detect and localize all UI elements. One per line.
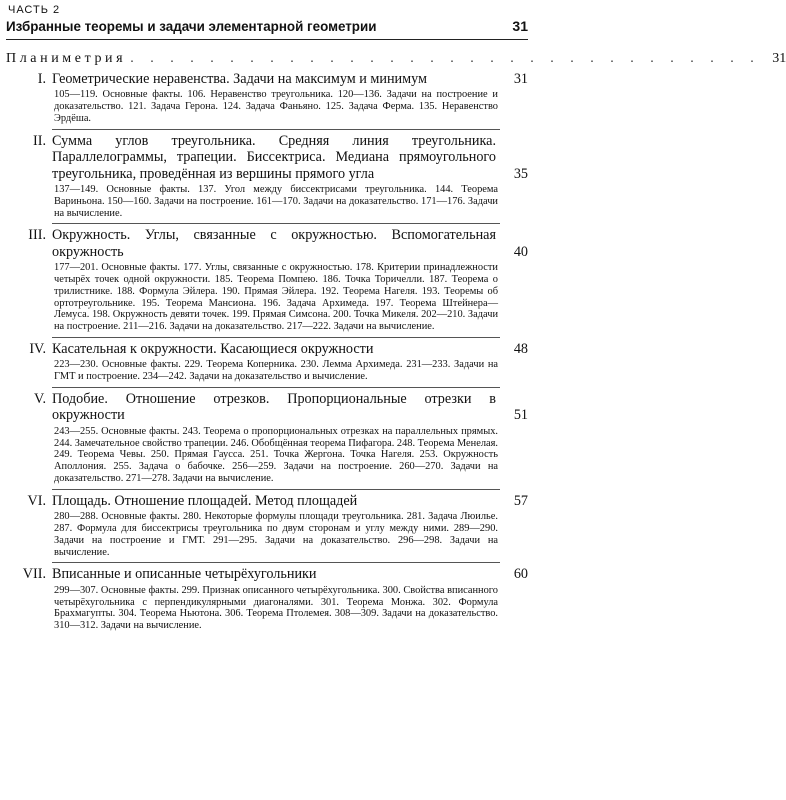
toc-chapter-entry[interactable] [6,227,528,338]
chapter-numeral: III. [28,227,46,244]
section-title: Планиметрия [6,51,127,66]
chapter-title-row [52,71,528,87]
chapter-details: 280—288. Основные факты. 280. Некоторые формулы площади треугольника. 281. Задача Люилье. 287. Формула для биссектрисы треугольника по двум сторонам и углу между ними. 289—290. Задачи на построение и ГМТ. 291—295. Задачи на доказательство. 296—298. Задачи на вычисление. [54,511,498,558]
chapter-title-row [52,341,528,357]
chapter-details: 105—119. Основные факты. 106. Неравенство треугольника. 120—136. Задачи на построение и доказательство. 121. Задача Герона. 124. Задача Фаньяно. 125. Задача Ферма. 135. Неравенство Эрдёша. [54,89,498,124]
toc-chapter-entry[interactable] [6,566,528,632]
chapter-details: 223—230. Основные факты. 229. Теорема Коперника. 230. Лемма Архимеда. 231—233. Задачи на ГМТ и построение. 234—242. Задачи на доказательство и вычисление. [54,359,498,383]
section-heading[interactable] [6,50,786,68]
chapter-title-row [52,493,528,509]
chapter-page-number: 31 [513,71,528,87]
chapter-page-number: 48 [513,341,528,357]
toc-chapter-entry[interactable] [6,391,528,490]
chapter-list [6,71,528,632]
chapter-divider [52,387,500,388]
chapter-body [52,71,528,130]
toc-chapter-entry[interactable] [6,493,528,564]
chapter-details: 243—255. Основные факты. 243. Теорема о пропорциональных отрезках на параллельных прямых. 244. Замечательное свойство трапеции. 246. Обобщённая теорема Пифагора. 248. Теорема Менелая. 249. Теорема Чевы. 250. Прямая Гаусса. 251. Точка Жергона. Точка Нагеля. 253. Окружность Аполлония. 255. Задача о бабочке. 256—259. Задачи на построение. 260—270. Задачи на доказательство. 271—278. Задачи на вычисление. [54,425,499,484]
chapter-title-row [52,391,528,424]
part-heading[interactable] [6,17,528,40]
chapter-body [52,566,528,632]
chapter-title[interactable]: Окружность. Углы, связанные с окружностью. Вспомогательная окружность [52,227,496,260]
chapter-divider [52,562,500,563]
chapter-numeral: I. [37,71,46,87]
chapter-divider [52,489,500,490]
part-page-number: 31 [512,18,528,34]
chapter-title[interactable]: Вписанные и описанные четырёхугольники [52,566,317,583]
chapter-title-row [52,227,528,260]
part-title: Избранные теоремы и задачи элементарной геометрии [6,19,377,34]
chapter-body [52,493,528,564]
chapter-page-number: 35 [513,165,528,182]
chapter-page-number: 51 [513,407,528,424]
chapter-page-number: 57 [513,492,528,509]
chapter-details: 299—307. Основные факты. 299. Признак описанного четырёхугольника. 300. Свойства вписанного четырёхугольника с перпендикулярными диагоналями. 301. Теорема Монжа. 302. Формула Брахмагупты. 304. Теорема Ньютона. 306. Теорема Птолемея. 308—309. Задачи на доказательство. 310—312. Задачи на вычисление. [54,584,498,632]
chapter-title-row [52,133,528,182]
chapter-body [52,133,528,225]
chapter-title[interactable]: Подобие. Отношение отрезков. Пропорциональные отрезки в окружности [52,391,496,424]
chapter-divider [52,337,500,338]
chapter-page-number: 40 [513,243,528,260]
chapter-numeral: II. [33,132,46,149]
chapter-divider [52,129,500,130]
leader-dots: . . . . . . . . . . . . . . . . . . . . . . . . . . . . . . . . [130,51,761,66]
chapter-divider [52,223,500,224]
chapter-body [52,341,528,388]
part-label: ЧАСТЬ 2 [8,4,61,16]
toc-chapter-entry[interactable] [6,71,528,130]
chapter-details: 177—201. Основные факты. 177. Углы, связанные с окружностью. 178. Критерии принадлежности четырёх точек одной окружности. 185. Теорема Помпею. 186. Точка Торичелли. 187. Теорема о трилистнике. 188. Формула Эйлера. 190. Прямая Эйлера. 192. Теорема Нагеля. 193. Теоремы об ортотреугольнике. 195. Теорема Мансиона. 196. Задача Архимеда. 197. Теорема Штейнера—Лемуса. 198. Окружность девяти точек. 199. Прямая Симсона. 200. Точка Микеля. 202—210. Задачи на построение. 211—216. Задачи на доказательство. 217—222. Задачи на вычисление. [54,262,498,333]
chapter-details: 137—149. Основные факты. 137. Угол между биссектрисами треугольника. 144. Теорема Вариньона. 150—160. Задачи на построение. 161—170. Задачи на доказательство. 171—176. Задачи на вычисление. [54,184,498,219]
section-page-number: 31 [772,51,786,66]
chapter-title[interactable]: Площадь. Отношение площадей. Метод площадей [52,492,358,509]
chapter-numeral: VII. [22,566,46,583]
chapter-body [52,227,528,338]
chapter-page-number: 60 [513,566,528,583]
chapter-title[interactable]: Сумма углов треугольника. Средняя линия треугольника. Параллелограммы, трапеции. Биссектриса. Медиана прямоугольного треугольника, проведённая из вершины прямого угла [52,132,496,182]
chapter-numeral: V. [34,391,46,407]
chapter-title-row [52,566,528,582]
toc-chapter-entry[interactable] [6,133,528,225]
chapter-numeral: VI. [27,492,46,509]
chapter-numeral: IV. [29,341,46,357]
chapter-body [52,391,528,490]
chapter-title[interactable]: Касательная к окружности. Касающиеся окружности [52,341,374,357]
chapter-title[interactable]: Геометрические неравенства. Задачи на максимум и минимум [52,71,428,87]
toc-chapter-entry[interactable] [6,341,528,388]
